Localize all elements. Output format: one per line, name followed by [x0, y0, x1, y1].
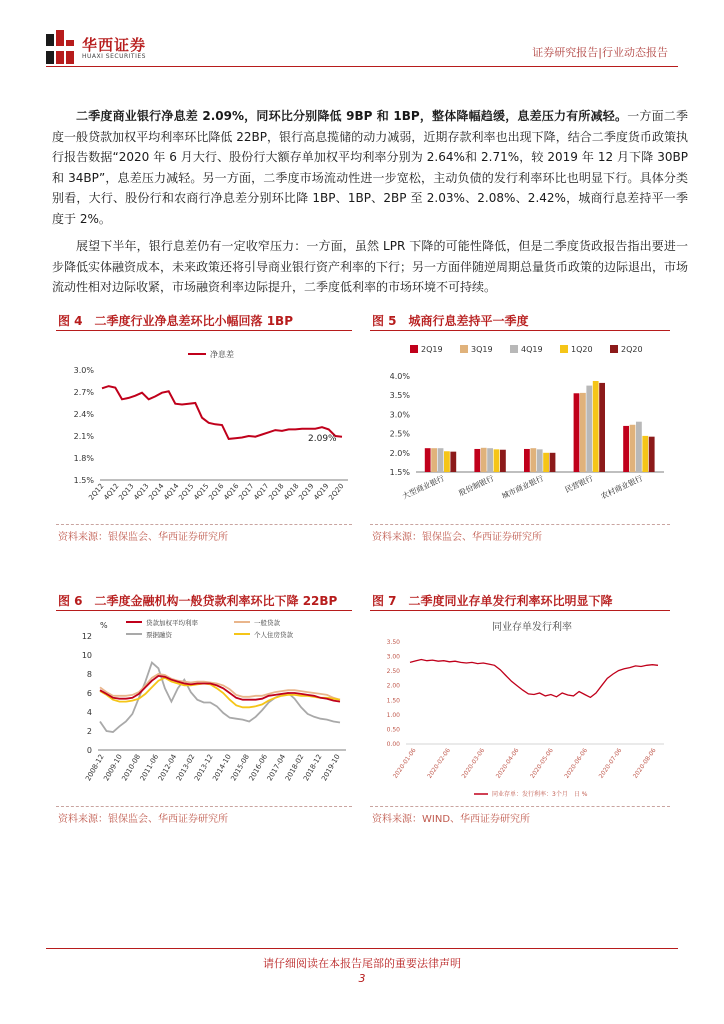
fig4-x-tick-label: 2Q17: [237, 482, 256, 502]
fig5-x-tick-label: 民营银行: [563, 473, 595, 495]
huaxi-logo-icon: [46, 30, 74, 64]
fig4-x-tick-label: 2Q13: [117, 482, 136, 502]
fig7-title: 图 7 二季度同业存单发行利率环比明显下降: [372, 594, 613, 608]
brand-name-cn: 华西证券: [82, 36, 147, 54]
fig5-bar: [649, 437, 655, 472]
header-divider: [46, 66, 678, 67]
fig5-y-tick-label: 3.5%: [389, 391, 410, 401]
report-type: 证券研究报告|行业动态报告: [532, 46, 668, 59]
fig5-bar: [500, 450, 506, 472]
fig4-title: 图 4 二季度行业净息差环比小幅回落 1BP: [58, 314, 293, 328]
fig7-source-rule: [370, 806, 670, 807]
fig5-bar: [623, 426, 629, 472]
fig5-title: 图 5 城商行息差持平一季度: [372, 314, 529, 328]
fig5-source-rule: [370, 524, 670, 525]
fig6-y-tick-label: 4: [86, 708, 92, 717]
fig6-source: 资料来源：银保监会、华西证券研究所: [58, 814, 228, 825]
fig5-bar: [586, 386, 592, 472]
fig5-bar: [438, 448, 444, 472]
fig4-x-tick-label: 2Q12: [87, 482, 106, 502]
fig6-legend-label: 贷款加权平均利率: [146, 619, 198, 627]
fig5-y-tick-label: 3.0%: [389, 410, 410, 420]
fig7-y-tick-label: 3.50: [386, 639, 400, 646]
fig5-y-tick-label: 2.0%: [389, 448, 410, 458]
page-number: 3: [358, 972, 366, 985]
paragraph-1-body: 一方面二季度一般贷款加权平均利率环比降低 22BP，银行高息揽储的动力减弱，近期存款利率也出现下降，结合二季度货币政策执行报告数据“2020 年 6 月大行、股份行大额存单加权平均利率分别为 2.64%和 2.71%，较 2019 年 12 月下降 30BP 和 34BP”，息差压力减轻。另一方面，二季度市场流动性进一步宽松，主动负债的发行利率环比也明显下行。具体分类别看，大行、股份行和农商行净息差分别环比降 1BP、1BP、2BP 至 2.03%、2.08%、2.42%，城商行息差持平一季度于 2%。: [52, 109, 688, 226]
fig6-y-tick-label: 8: [86, 670, 92, 679]
fig5-bar: [481, 448, 487, 472]
fig7-x-tick-label: 2020-03-06: [460, 747, 487, 780]
fig6-series-line: [100, 663, 340, 732]
fig6-x-tick-label: 2014-10: [211, 753, 233, 783]
fig5-x-tick-label: 股份制银行: [457, 473, 496, 498]
fig5-chart: [370, 338, 672, 520]
fig4-x-tick-label: 4Q17: [252, 482, 271, 502]
fig4-y-tick-label: 1.5%: [73, 476, 94, 485]
fig6-y-tick-label: 12: [81, 632, 92, 641]
fig7-x-tick-label: 2020-04-06: [494, 747, 521, 780]
fig7-legend-label: 同业存单：发行利率：3个月 日 %: [492, 791, 588, 798]
fig6-legend-label: 票据融资: [146, 631, 172, 639]
fig7-x-tick-label: 2020-06-06: [563, 747, 590, 780]
fig6-y-tick-label: 6: [86, 689, 92, 698]
fig4-x-tick-label: 4Q18: [282, 482, 301, 502]
fig4-source-rule: [56, 524, 352, 525]
fig7-x-tick-label: 2020-02-06: [426, 747, 452, 780]
fig4-series-line: [102, 386, 342, 439]
fig4-x-tick-label: 2Q14: [147, 482, 166, 502]
fig6-legend-label: 一般贷款: [254, 619, 280, 627]
fig5-legend-swatch: [560, 345, 568, 353]
fig5-bar: [574, 393, 580, 472]
fig4-x-tick-label: 4Q13: [132, 482, 151, 502]
fig6-x-tick-label: 2018-12: [302, 753, 324, 783]
fig5-x-tick-label: 大型商业银行: [401, 473, 446, 501]
fig4-x-tick-label: 2Q19: [297, 482, 316, 502]
fig5-x-tick-label: 城市商业银行: [500, 473, 545, 501]
fig7-series-line: [410, 660, 658, 698]
fig5-legend-label: 2Q19: [421, 345, 443, 354]
fig6-x-tick-label: 2009-10: [102, 753, 124, 783]
fig4-y-tick-label: 1.8%: [73, 454, 94, 463]
fig6-y-tick-label: 10: [81, 651, 92, 660]
fig5-bar: [636, 422, 642, 472]
fig4-legend-label: 净息差: [210, 350, 234, 359]
fig4-x-tick-label: 2Q18: [267, 482, 286, 502]
fig5-x-tick-label: 农村商业银行: [599, 473, 645, 501]
fig6-source-rule: [56, 806, 352, 807]
fig5-legend-label: 3Q19: [471, 345, 493, 354]
fig6-y-tick-label: 2: [86, 727, 92, 736]
fig4-chart: [56, 338, 356, 518]
fig7-y-tick-label: 0.00: [386, 741, 400, 748]
fig5-bar: [487, 448, 493, 472]
fig6-x-tick-label: 2016-06: [247, 753, 270, 783]
fig7-x-tick-label: 2020-07-06: [597, 747, 624, 780]
fig5-bar: [444, 451, 450, 472]
paragraph-1-lead: 二季度商业银行净息差 2.09%，同环比分别降低 9BP 和 1BP，整体降幅趋缓，息差压力有所减轻。: [76, 109, 628, 123]
fig5-bar: [599, 383, 605, 472]
fig5-y-tick-label: 2.5%: [389, 429, 410, 439]
fig7-x-tick-label: 2020-01-06: [391, 747, 418, 780]
fig6-title: 图 6 二季度金融机构一般贷款利率环比下降 22BP: [58, 594, 338, 608]
fig4-x-tick-label: 2Q16: [207, 482, 226, 502]
fig6-title-rule: [56, 610, 352, 611]
fig6-legend-label: 个人住房贷款: [254, 631, 293, 639]
fig7-title-rule: [370, 610, 670, 611]
fig6-x-tick-label: 2013-12: [193, 753, 215, 783]
fig7-x-tick-label: 2020-05-06: [529, 747, 555, 780]
fig5-bar: [494, 449, 500, 472]
fig5-bar: [593, 381, 599, 472]
fig4-title-rule: [56, 330, 352, 331]
fig6-x-tick-label: 2008-12: [84, 753, 106, 783]
fig7-y-tick-label: 1.50: [386, 697, 400, 705]
fig4-x-tick-label: 4Q14: [162, 482, 181, 502]
fig7-source: 资料来源：WIND、华西证券研究所: [372, 814, 531, 825]
page-header: [0, 0, 724, 70]
fig5-y-tick-label: 4.0%: [389, 372, 410, 381]
fig5-title-rule: [370, 330, 670, 331]
fig4-annotation: 2.09%: [308, 434, 337, 444]
fig5-bar: [537, 449, 543, 472]
paragraph-1: [52, 106, 688, 229]
fig4-x-tick-label: 4Q15: [192, 482, 211, 502]
fig6-x-tick-label: 2012-04: [156, 753, 179, 783]
fig5-bar: [474, 449, 480, 472]
fig7-y-tick-label: 0.50: [386, 726, 400, 734]
fig5-legend-label: 1Q20: [571, 345, 593, 354]
fig4-source: 资料来源：银保监会、华西证券研究所: [58, 532, 228, 543]
paragraph-2: 展望下半年，银行息差仍有一定收窄压力：一方面，虽然 LPR 下降的可能性降低，但是二季度货政报告指出要进一步降低实体融资成本，未来政策还将引导商业银行资产利率的下行；另一方面伴随逆周期总量货币政策的边际退出，市场流动性相对边际收紧，市场融资利率边际提升，二季度低利率的市场环境不可持续。: [52, 239, 689, 294]
fig5-bar: [530, 448, 536, 472]
fig5-legend-label: 4Q19: [521, 345, 543, 354]
footer-notice: 请仔细阅读在本报告尾部的重要法律声明: [263, 957, 461, 970]
brand-name-en: HUAXI SECURITIES: [82, 53, 146, 60]
footer-divider: [46, 948, 678, 949]
fig4-y-tick-label: 3.0%: [73, 366, 94, 375]
fig4-y-tick-label: 2.1%: [73, 432, 94, 441]
fig5-legend-swatch: [610, 345, 618, 353]
fig4-x-tick-label: 4Q19: [312, 482, 331, 502]
fig6-x-tick-label: 2013-02: [174, 753, 197, 783]
fig5-bar: [580, 393, 586, 472]
fig6-x-tick-label: 2018-02: [283, 753, 306, 783]
fig4-y-tick-label: 2.7%: [73, 388, 94, 397]
fig4-x-tick-label: 2Q20: [327, 482, 346, 502]
fig5-bar: [630, 425, 636, 472]
fig6-y-unit: %: [100, 621, 108, 630]
fig5-bar: [543, 453, 549, 472]
fig6-y-tick-label: 0: [86, 746, 92, 755]
fig4-x-tick-label: 4Q16: [222, 482, 241, 502]
fig7-y-tick-label: 1.00: [386, 711, 400, 719]
fig4-x-tick-label: 4Q12: [102, 482, 121, 502]
fig6-chart: [56, 614, 356, 800]
fig7-chart-title: 同业存单发行利率: [492, 622, 572, 633]
fig6-x-tick-label: 2011-06: [138, 753, 161, 783]
fig5-legend-swatch: [510, 345, 518, 353]
fig7-chart: [370, 614, 672, 802]
fig4-y-tick-label: 2.4%: [73, 410, 94, 419]
fig6-x-tick-label: 2019-10: [320, 753, 342, 783]
fig6-x-tick-label: 2015-08: [229, 753, 251, 783]
fig4-x-tick-label: 2Q15: [177, 482, 196, 502]
fig5-y-tick-label: 1.5%: [389, 468, 410, 477]
fig5-legend-label: 2Q20: [621, 345, 643, 354]
fig6-x-tick-label: 2010-08: [120, 753, 143, 783]
fig7-y-tick-label: 2.00: [386, 682, 400, 690]
fig7-y-tick-label: 2.50: [386, 668, 400, 676]
fig5-legend-swatch: [410, 345, 418, 353]
fig6-series-line: [100, 676, 340, 702]
fig7-y-tick-label: 3.00: [386, 653, 400, 661]
fig5-bar: [550, 453, 556, 472]
fig5-bar: [450, 452, 456, 472]
fig5-source: 资料来源：银保监会、华西证券研究所: [372, 532, 542, 543]
fig5-legend-swatch: [460, 345, 468, 353]
fig5-bar: [524, 449, 530, 472]
fig5-bar: [425, 448, 431, 472]
fig6-x-tick-label: 2017-04: [265, 753, 288, 783]
fig5-bar: [642, 436, 648, 472]
fig5-bar: [431, 448, 437, 472]
fig7-x-tick-label: 2020-08-06: [631, 747, 658, 780]
